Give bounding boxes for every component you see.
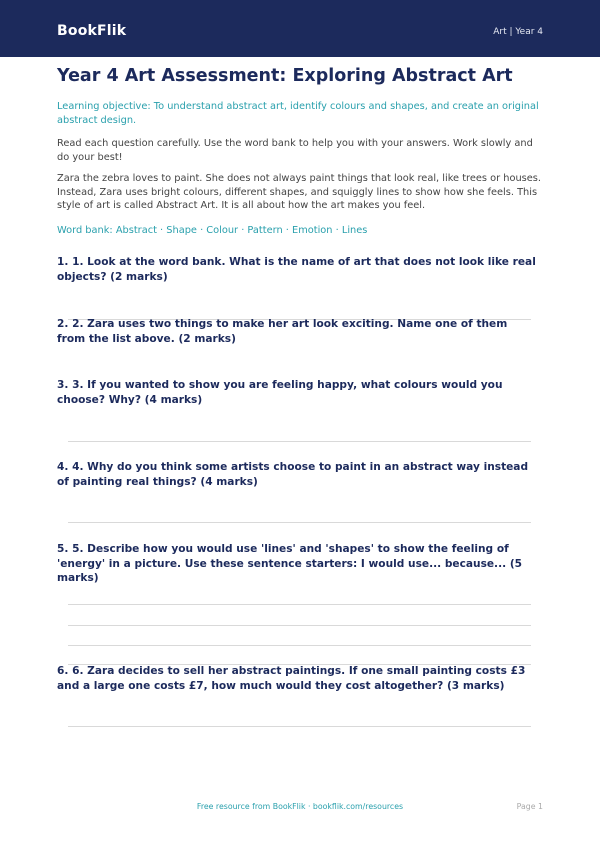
question-1: 1. 1. Look at the word bank. What is the name of art that does not look like real objects? (2 marks) (57, 256, 536, 283)
answer-line[interactable] (68, 625, 531, 626)
page-title: Year 4 Art Assessment: Exploring Abstract Art (57, 66, 513, 86)
page-header (0, 0, 600, 57)
question-2: 2. 2. Zara uses two things to make her art look exciting. Name one of them from the list above. (2 marks) (57, 318, 508, 345)
word-bank: Word bank: Abstract · Shape · Colour · Pattern · Emotion · Lines (57, 225, 368, 236)
instructions-text: Read each question carefully. Use the word bank to help you with your answers. Work slowly and do your best! (57, 138, 533, 163)
answer-line[interactable] (68, 604, 531, 605)
answer-line[interactable] (68, 441, 531, 442)
story-text: Zara the zebra loves to paint. She does not always paint things that look real, like trees or houses. Instead, Zara uses bright colours, different shapes, and squiggly lines to show how she feels. This style of art is called Abstract Art. It is all about how the art makes you feel. (57, 173, 542, 211)
answer-line[interactable] (68, 726, 531, 727)
brand-logo[interactable]: BookFlik (57, 23, 127, 39)
answer-line[interactable] (68, 645, 531, 646)
question-5: 5. 5. Describe how you would use 'lines' and 'shapes' to show the feeling of 'energy' in a picture. Use these sentence starters: I would use... because... (5 marks) (57, 543, 523, 584)
question-4: 4. 4. Why do you think some artists choose to paint in an abstract way instead of painting real things? (4 marks) (57, 461, 529, 488)
page-number: Page 1 (516, 802, 543, 811)
subject-breadcrumb: Art | Year 4 (493, 27, 543, 37)
answer-line[interactable] (68, 522, 531, 523)
question-3: 3. 3. If you wanted to show you are feeling happy, what colours would you choose? Why? (4 marks) (57, 379, 503, 406)
question-6: 6. 6. Zara decides to sell her abstract paintings. If one small painting costs £3 and a large one costs £7, how much would they cost altogether? (3 marks) (57, 665, 526, 692)
learning-objective: Learning objective: To understand abstract art, identify colours and shapes, and create an original abstract design. (57, 101, 539, 126)
footer-source[interactable]: Free resource from BookFlik · bookflik.com/resources (196, 802, 404, 811)
